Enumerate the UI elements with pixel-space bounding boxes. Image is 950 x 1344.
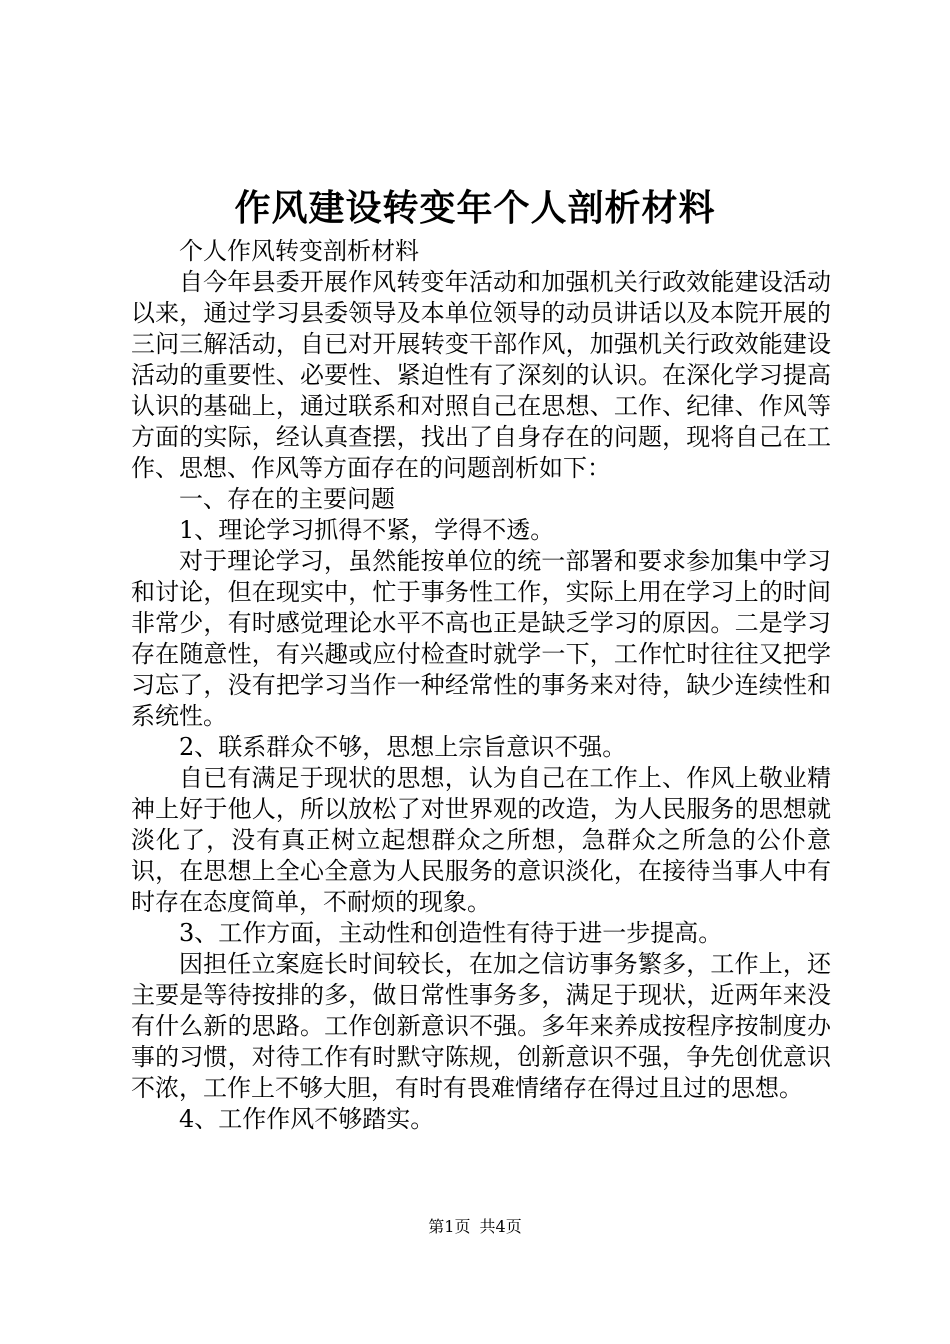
page-total: 共4页: [479, 1217, 522, 1236]
page-number: 第1页: [428, 1217, 471, 1236]
item-body-3: 因担任立案庭长时间较长，在加之信访事务繁多，工作上，还主要是等待按排的多，做日常性事务多，满足于现状，近两年来没有什么新的思路。工作创新意识不强。多年来养成按程序按制度办事的习惯，对待工作有时默守陈规，创新意识不强，争先创优意识不浓，工作上不够大胆，有时有畏难情绪存在得过且过的思想。: [131, 950, 831, 1102]
item-heading-1: 1、理论学习抓得不紧，学得不透。: [179, 516, 555, 544]
paragraph-subtitle: 个人作风转变剖析材料: [179, 237, 419, 265]
item-body-1: 对于理论学习，虽然能按单位的统一部署和要求参加集中学习和讨论，但在现实中，忙于事务性工作，实际上用在学习上的时间非常少，有时感觉理论水平不高也正是缺乏学习的原因。二是学习存在随意性，有兴趣或应付检查时就学一下，工作忙时往往又把学习忘了，没有把学习当作一种经常性的事务来对待，缺少连续性和系统性。: [131, 547, 831, 730]
item-heading-2: 2、联系群众不够，思想上宗旨意识不强。: [179, 733, 627, 761]
section-heading: 一、存在的主要问题: [179, 485, 395, 513]
item-body-2: 自已有满足于现状的思想，认为自己在工作上、作风上敬业精神上好于他人，所以放松了对世界观的改造，为人民服务的思想就淡化了，没有真正树立起想群众之所想，急群众之所急的公仆意识，在思想上全心全意为人民服务的意识淡化，在接待当事人中有时存在态度简单，不耐烦的现象。: [131, 764, 831, 916]
item-heading-3: 3、工作方面，主动性和创造性有待于进一步提高。: [179, 919, 723, 947]
item-heading-4: 4、工作作风不够踏实。: [179, 1105, 435, 1133]
document-body: [131, 236, 831, 1135]
paragraph-intro: 自今年县委开展作风转变年活动和加强机关行政效能建设活动以来，通过学习县委领导及本单位领导的动员讲话以及本院开展的三问三解活动，自已对开展转变干部作风，加强机关行政效能建设活动的重要性、必要性、紧迫性有了深刻的认识。在深化学习提高认识的基础上，通过联系和对照自己在思想、工作、纪律、作风等方面的实际，经认真查摆，找出了自身存在的问题，现将自己在工作、思想、作风等方面存在的问题剖析如下：: [131, 268, 831, 482]
document-title: 作风建设转变年个人剖析材料: [234, 187, 716, 229]
page-footer: [0, 1216, 950, 1238]
